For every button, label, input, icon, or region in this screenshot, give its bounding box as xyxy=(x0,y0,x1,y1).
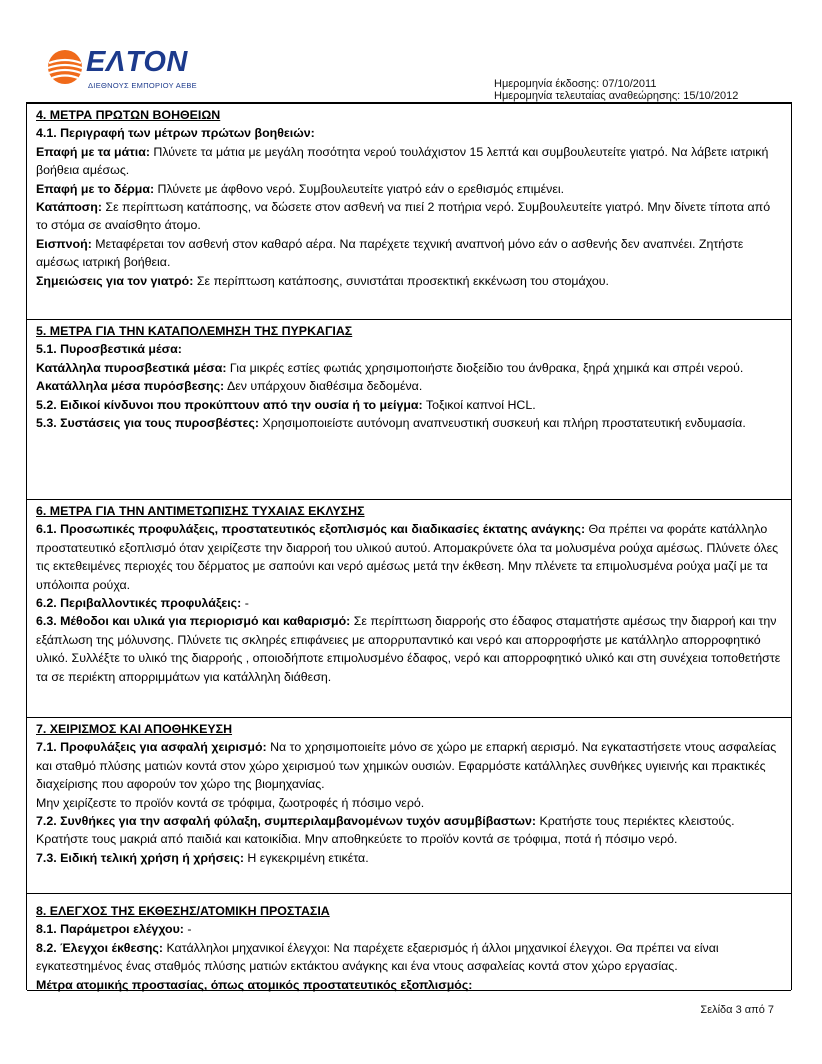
eye-contact-paragraph: Επαφή με τα μάτια: Πλύνετε τα μάτια με μεγάλη ποσότητα νερού τουλάχιστον 15 λεπτά και συμβουλευτείτε γιατρό. Να λάβετε ιατρική βοήθεια αμέσως. xyxy=(36,144,769,178)
inhalation-paragraph: Εισπνοή: Μεταφέρεται τον ασθενή στον καθαρό αέρα. Να παρέχετε τεχνική αναπνοή μόνο εάν ο ασθενής δεν αναπνέει. Ζητήστε αμέσως ιατρική βοήθεια. xyxy=(36,236,744,270)
section-7-title: 7. ΧΕΙΡΙΣΜΟΣ ΚΑΙ ΑΠΟΘΗΚΕΥΣΗ xyxy=(36,722,233,736)
skin-contact-paragraph: Επαφή με το δέρμα: Πλύνετε με άφθονο νερό. Συμβουλευτείτε γιατρό εάν ο ερεθισμός επιμένει. xyxy=(36,181,565,196)
document-dates xyxy=(494,78,738,102)
company-logo xyxy=(46,44,206,96)
section-4-1-heading: 4.1. Περιγραφή των μέτρων πρώτων βοηθειών: xyxy=(36,126,315,141)
containment-methods-paragraph: 6.3. Μέθοδοι και υλικά για περιορισμό και καθαρισμό: Σε περίπτωση διαρροής στο έδαφος σταματήστε αμέσως την διαρροή και την εξάπλωση της μόλυνσης. Πλύνετε τις σκληρές επιφάνειες με απορρυπαντικό και νερό και απορροφήστε με κατάλληλο απορροφητικό υλικό. Συλλέξτε το υλικό της διαρροής , οποιοδήποτε επιμολυσμένο έδαφος, νερό και απορροφητικό υλικό και στη συνέχεια τοποθετήστε τα σε περιέκτη απορριμμάτων για κατάλληλη διάθεση. xyxy=(36,614,781,684)
firefighter-advice-paragraph: 5.3. Συστάσεις για τους πυροσβέστες: Χρησιμοποιείστε αυτόνομη αναπνευστική συσκευή και πλήρη προστατευτική ενδυμασία. xyxy=(36,416,746,431)
personal-protection-paragraph: Μέτρα ατομικής προστασίας, όπως ατομικός προστατευτικός εξοπλισμός: xyxy=(36,977,473,992)
ingestion-paragraph: Κατάποση: Σε περίπτωση κατάποσης, να δώσετε στον ασθενή να πιεί 2 ποτήρια νερό. Συμβουλευτείτε γιατρό. Μην δίνετε τίποτα από το στόμα σε αναίσθητο άτομο. xyxy=(36,200,771,233)
revision-date: Ημερομηνία τελευταίας αναθεώρησης: 15/10/2012 xyxy=(494,90,739,102)
page-number: Σελίδα 3 από 7 xyxy=(700,1004,774,1016)
food-warning-paragraph: Μην χειρίζεστε το προϊόν κοντά σε τρόφιμα, ζωοτροφές ή πόσιμο νερό. xyxy=(36,795,425,810)
logo-subtitle: ΔΙΕΘΝΟΥΣ ΕΜΠΟΡΙΟΥ ΑΕΒΕ xyxy=(88,81,197,90)
content-frame xyxy=(26,102,792,990)
section-4-title: 4. ΜΕΤΡΑ ΠΡΩΤΩΝ ΒΟΗΘΕΙΩΝ xyxy=(36,108,221,122)
section-5-title: 5. ΜΕΤΡΑ ΓΙΑ ΤΗΝ ΚΑΤΑΠΟΛΕΜΗΣΗ ΤΗΣ ΠΥΡΚΑΓΙΑΣ xyxy=(36,324,353,338)
section-5-1-heading: 5.1. Πυροσβεστικά μέσα: xyxy=(36,342,182,357)
doctor-notes-paragraph: Σημειώσεις για τον γιατρό: Σε περίπτωση κατάποσης, συνιστάται προσεκτική εκκένωση του στομάχου. xyxy=(36,273,609,288)
section-6-title: 6. ΜΕΤΡΑ ΓΙΑ ΤΗΝ ΑΝΤΙΜΕΤΩΠΙΣΗΣ ΤΥΧΑΙΑΣ ΕΚΛΥΣΗΣ xyxy=(36,504,365,518)
control-parameters-paragraph: 8.1. Παράμετροι ελέγχου: - xyxy=(36,922,192,937)
logo-wordmark: EΛTON xyxy=(86,46,188,78)
section-7-handling-storage xyxy=(27,717,791,893)
safe-storage-paragraph: 7.2. Συνθήκες για την ασφαλή φύλαξη, συμπεριλαμβανομένων τυχόν ασυμβίβαστων: Κρατήστε τους περιέκτες κλειστούς. Κρατήστε τους μακριά από παιδιά και κατοικίδια. Μην αποθηκεύετε το προϊόν κοντά σε τρόφιμα, ποτά ή πόσιμο νερό. xyxy=(36,814,735,847)
special-hazards-paragraph: 5.2. Ειδικοί κίνδυνοι που προκύπτουν από την ουσία ή το μείγμα: Τοξικοί καπνοί HCL. xyxy=(36,397,536,412)
issue-date: Ημερομηνία έκδοσης: 07/10/2011 xyxy=(494,78,657,90)
section-8-exposure-controls xyxy=(27,893,791,991)
section-6-accidental-release xyxy=(27,499,791,707)
personal-precautions-paragraph: 6.1. Προσωπικές προφυλάξεις, προστατευτικός εξοπλισμός και διαδικασίες έκτατης ανάγκης: Θα πρέπει να φοράτε κατάλληλο προστατευτικό εξοπλισμό όταν χειρίζεστε την διαρροή του υλικού αυτού. Απομακρύνετε όλα τα μολυσμένα ρούχα αμέσως. Πλύνετε όλες τις εκτεθειμένες περιοχές του δέρματος με σαπούνι και νερό αμέσως μετά την έκθεση. Μην πλένετε τα επιμολυσμένα ρούχα μαζί με τα υπόλοιπα ρούχα. xyxy=(36,522,779,592)
section-5-firefighting xyxy=(27,319,791,487)
environmental-precautions-paragraph: 6.2. Περιβαλλοντικές προφυλάξεις: - xyxy=(36,596,249,611)
section-8-title: 8. ΕΛΕΓΧΟΣ ΤΗΣ ΕΚΘΕΣΗΣ/ΑΤΟΜΙΚΗ ΠΡΟΣΤΑΣΙΑ xyxy=(36,904,330,918)
sun-icon xyxy=(46,48,84,86)
section-4-first-aid xyxy=(27,103,791,303)
safe-handling-paragraph: 7.1. Προφυλάξεις για ασφαλή χειρισμό: Να το χρησιμοποιείτε μόνο σε χώρο με επαρκή αερισμό. Να εγκαταστήσετε ντους ασφαλείας και σταθμό πλύσης ματιών κοντά στον χώρο χειρισμού των χημικών ουσιών. Εφαρμόστε κατάλληλες συνθήκες υγιεινής και πρακτικές διαχείρισης που αφορούν τον χώρο της βιομηχανίας. xyxy=(36,740,777,792)
specific-end-use-paragraph: 7.3. Ειδική τελική χρήση ή χρήσεις: Η εγκεκριμένη ετικέτα. xyxy=(36,850,369,865)
suitable-media-paragraph: Κατάλληλα πυροσβεστικά μέσα: Για μικρές εστίες φωτιάς χρησιμοποιήστε διοξείδιο του άνθρακα, ξηρά χημικά και σπρέι νερού. xyxy=(36,360,744,375)
unsuitable-media-paragraph: Ακατάλληλα μέσα πυρόσβεσης: Δεν υπάρχουν διαθέσιμα δεδομένα. xyxy=(36,379,423,394)
exposure-controls-paragraph: 8.2. Έλεγχοι έκθεσης: Κατάλληλοι μηχανικοί έλεγχοι: Να παρέχετε εξαερισμός ή άλλοι μηχανικοί έλεγχοι. Θα πρέπει να είναι εγκατεστημένος ένας σταθμός πλύσης ματιών εκτάκτου ανάγκης και ένα ντους ασφαλείας κοντά στον χώρο εργασίας. xyxy=(36,940,719,974)
